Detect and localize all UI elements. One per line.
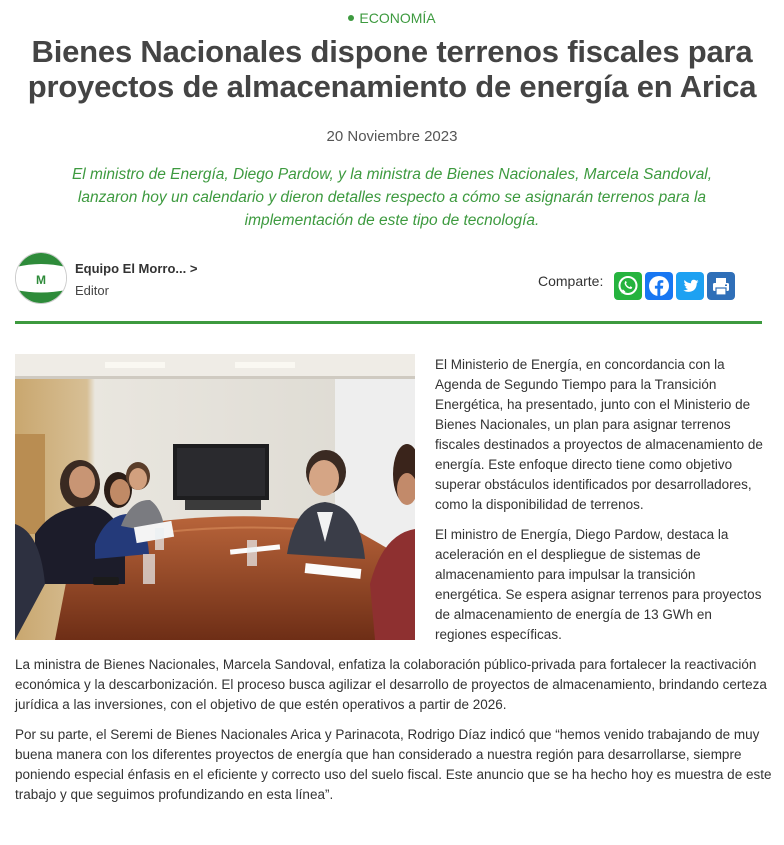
article-lead: El ministro de Energía, Diego Pardow, y la ministra de Bienes Nacionales, Marcela Sandoval, lanzaron hoy un calendario y dieron detalles respecto a cómo se asignarán terrenos para la implementación de este tipo de tecnología. xyxy=(71,166,713,229)
category-tag[interactable] xyxy=(0,10,784,26)
share-label: Comparte: xyxy=(538,273,604,289)
share-facebook-button[interactable] xyxy=(645,272,673,300)
author-role: Editor xyxy=(75,283,109,298)
author-avatar[interactable] xyxy=(15,252,67,304)
print-icon xyxy=(707,272,735,300)
category-label[interactable]: ECONOMÍA xyxy=(359,10,436,26)
share-twitter-button[interactable] xyxy=(676,272,704,300)
article-title: Bienes Nacionales dispone terrenos fiscales para proyectos de almacenamiento de energía en Arica xyxy=(27,34,757,104)
header-divider xyxy=(15,321,762,324)
whatsapp-icon xyxy=(614,272,642,300)
article-paragraph: El ministro de Energía, Diego Pardow, destaca la aceleración en el despliegue de sistemas de almacenamiento para impulsar la transición energética. Se espera asignar terrenos para proyectos de almacenamiento de energía de 13 GWh en regiones específicas. xyxy=(435,527,762,642)
article-paragraph: La ministra de Bienes Nacionales, Marcela Sandoval, enfatiza la colaboración público-privada para fortalecer la reactivación económica y la descarbonización. El proceso busca agilizar el desarrollo de proyectos de almacenamiento, brindando certeza jurídica a las inversiones, con el objetivo de que estén operativos a partir de 2026. xyxy=(15,657,767,712)
avatar-letter: M xyxy=(36,273,46,287)
article-paragraph: El Ministerio de Energía, en concordancia con la Agenda de Segundo Tiempo para la Transición Energética, ha presentado, junto con el Ministerio de Bienes Nacionales, un plan para asignar terrenos fiscales destinados a proyectos de almacenamiento de energía. Este enfoque directo tiene como objetivo superar obstáculos identificados por desarrolladores, como la disponibilidad de terrenos. xyxy=(435,357,763,512)
article-date: 20 Noviembre 2023 xyxy=(326,128,458,145)
author-name-link[interactable]: Equipo El Morro... > xyxy=(75,261,198,276)
twitter-icon xyxy=(676,272,704,300)
facebook-icon xyxy=(645,272,673,300)
article-paragraph: Por su parte, el Seremi de Bienes Nacionales Arica y Parinacota, Rodrigo Díaz indicó que “hemos venido trabajando de muy buena manera con los diferentes proyectos de energía que han considerado a nuestra región para desarrollarse, siempre poniendo especial énfasis en el eficiente y correcto uso del suelo fiscal. Este anuncio que se ha hecho hoy es muestra de este trabajo y que seguimos profundizando en esta línea”. xyxy=(15,727,772,802)
article-photo xyxy=(15,354,415,640)
bullet-dot-icon xyxy=(348,15,354,21)
share-whatsapp-button[interactable] xyxy=(614,272,642,300)
share-print-button[interactable] xyxy=(707,272,735,300)
